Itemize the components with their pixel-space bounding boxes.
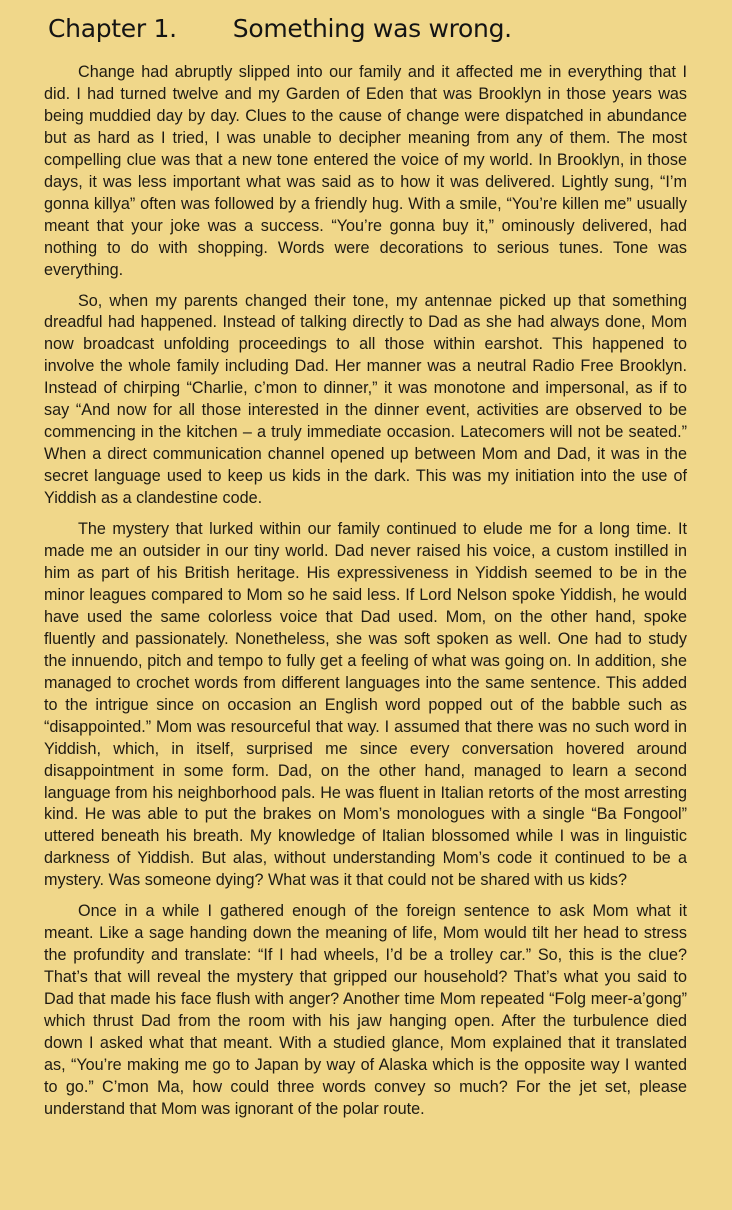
paragraph-4: Once in a while I gathered enough of the foreign sentence to ask Mom what it meant. Like a sage handing down the meaning of life, Mom would tilt her head to stress the profundity and translate: “If I had wheels, I’d be a trolley car.” So, this is the clue? That’s that will reveal the mystery that gripped our household? That’s what you said to Dad that made his face flush with anger? Another time Mom repeated “Folg meer-a’gong” which thrust Dad from the room with his jaw hanging open. After the turbulence died down I asked what that meant. With a studied glance, Mom explained that it translated as, “You’re making me go to Japan by way of Alaska which is the opposite way I wanted to go.” C’mon Ma, how could three words convey so much? For the jet set, please understand that Mom was ignorant of the polar route. (44, 902, 687, 1118)
chapter-number: Chapter 1. (48, 14, 177, 43)
paragraph-3: The mystery that lurked within our family continued to elude me for a long time. It made me an outsider in our tiny world. Dad never raised his voice, a custom instilled in him as part of his British heritage. His expressiveness in Yiddish seemed to be in the minor leagues compared to Mom so he said less. If Lord Nelson spoke Yiddish, he would have used the same colorless voice that Dad used. Mom, on the other hand, spoke fluently and passionately. Nonetheless, she was soft spoken as well. One had to study the innuendo, pitch and tempo to fully get a feeling of what was going on. In addition, she managed to crochet words from different languages into the same sentence. This added to the intrigue since on occasion an English word popped out of the babble such as “disappointed.” Mom was resourceful that way. I assumed that there was no such word in Yiddish, which, in itself, surprised me since every conversation hovered around disappointment in some form. Dad, on the other hand, managed to learn a second language from his neighborhood pals. He was fluent in Italian retorts of the most arresting kind. He was able to put the brakes on Mom’s monologues with a single “Ba Fongool” uttered beneath his breath. My knowledge of Italian blossomed while I was in linguistic darkness of Yiddish. But alas, without understanding Mom’s code it continued to be a mystery. Was someone dying? What was it that could not be shared with us kids? (44, 520, 687, 890)
chapter-title: Something was wrong. (232, 14, 512, 43)
paragraph-1: Change had abruptly slipped into our family and it affected me in everything that I did. I had turned twelve and my Garden of Eden that was Brooklyn in those years was being muddied day by day. Clues to the cause of change were dispatched in abundance but as hard as I tried, I was unable to decipher meaning from any of them. The most compelling clue was that a new tone entered the voice of my world. In Brooklyn, in those days, it was less important what was said as to how it was delivered. Lightly sung, “I’m gonna killya” often was followed by a friendly hug. With a smile, “You’re killen me” usually meant that your joke was a success. “You’re gonna buy it,” ominously delivered, had nothing to do with shopping. Words were decorations to serious tunes. Tone was everything. (44, 63, 687, 279)
chapter-heading (48, 14, 512, 43)
chapter-body (44, 62, 687, 1130)
paragraph-2: So, when my parents changed their tone, my antennae picked up that something dreadful had happened. Instead of talking directly to Dad as she had always done, Mom now broadcast unfolding proceedings to all those within earshot. This happened to involve the whole family including Dad. Her manner was a neutral Radio Free Brooklyn. Instead of chirping “Charlie, c’mon to dinner,” it was monotone and impersonal, as if to say “And now for all those interested in the dinner event, activities are observed to be commencing in the kitchen – a truly immediate occasion. Latecomers will not be seated.” When a direct communication channel opened up between Mom and Dad, it was in the secret language used to keep us kids in the dark. This was my initiation into the use of Yiddish as a clandestine code. (44, 291, 687, 508)
